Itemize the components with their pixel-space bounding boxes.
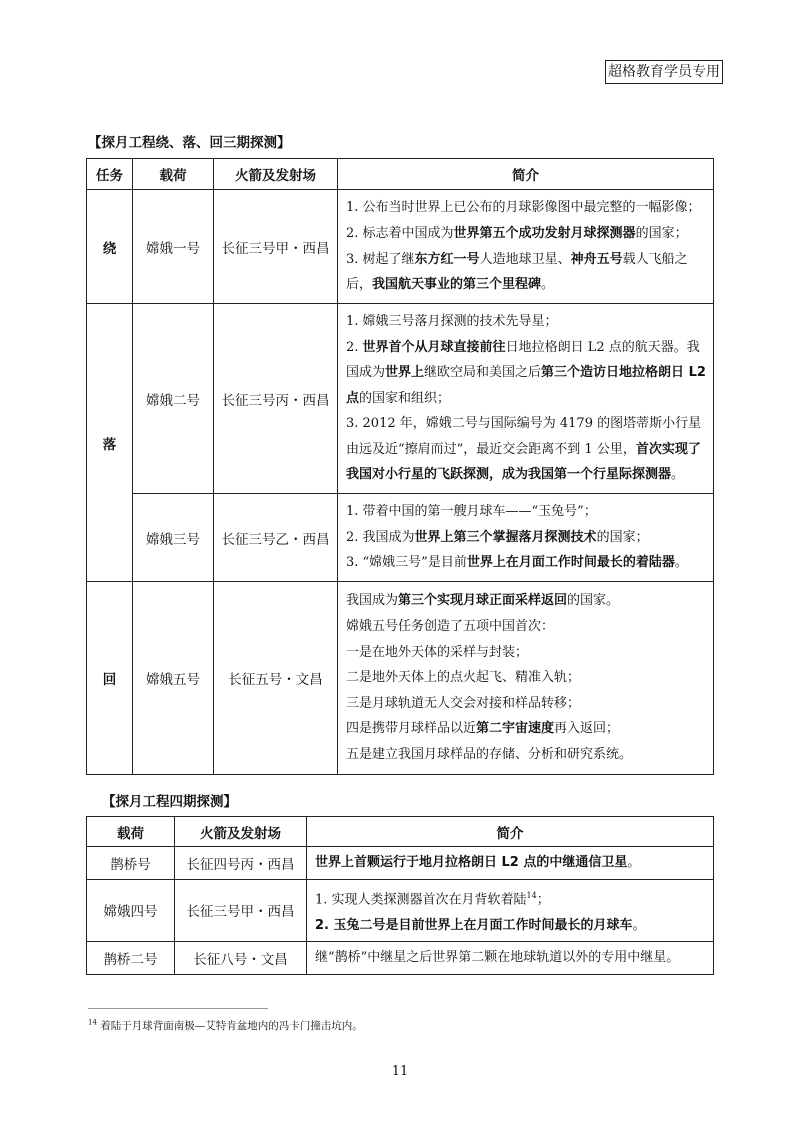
text: 3. 树起了继 <box>346 251 415 267</box>
intro-line <box>315 945 707 971</box>
intro-line <box>346 525 707 551</box>
bold-text: 第三个实现月球正面采样返回 <box>398 593 568 609</box>
text: 2. <box>346 339 363 355</box>
page-number: 11 <box>391 1064 409 1079</box>
col-header-rocket: 火箭及发射场 <box>214 159 338 190</box>
text: 2. 标志着中国成为 <box>346 225 454 241</box>
footnote <box>88 1018 363 1033</box>
text: 继“鹊桥”中继星之后世界第二颗在地球轨道以外的专用中继星。 <box>315 950 680 966</box>
table-row <box>87 304 714 494</box>
bold-text: 世界首个从月球直接前往 <box>362 339 506 355</box>
header-tag: 超格教育学员专用 <box>605 60 723 84</box>
payload-cell: 鹊桥二号 <box>87 942 175 975</box>
bold-text: 第三个造访日地拉格朗日 L2 点 <box>346 365 706 406</box>
text: 嫦娥五号任务创造了五项中国首次： <box>346 619 555 635</box>
intro-cell <box>338 494 714 582</box>
intro-line <box>346 247 707 298</box>
intro-cell <box>307 879 714 942</box>
bold-text: 世界第五个成功发射月球探测器 <box>453 225 636 241</box>
text: 1. 带着中国的第一艘月球车——“玉兔号”； <box>346 504 597 520</box>
text: 日地拉格朗日 L2 点的航天器。我国成为 <box>346 339 700 381</box>
text: 1. 实现人类探测器首次在月背软着陆 <box>315 891 527 907</box>
text: ； <box>536 891 550 907</box>
section1-title: 【探月工程绕、落、回三期探测】 <box>88 135 291 151</box>
task-cell: 绕 <box>87 190 133 304</box>
intro-line <box>346 335 707 412</box>
intro-line <box>346 309 707 335</box>
rocket-cell: 长征三号甲・西昌 <box>175 879 307 942</box>
intro-line <box>346 221 707 247</box>
col-header-intro: 简介 <box>338 159 714 190</box>
rocket-cell: 长征四号丙・西昌 <box>175 847 307 880</box>
text: 二是地外天体上的点火起飞、精准入轨； <box>346 670 581 686</box>
text: 我国成为 <box>346 593 399 609</box>
bold-text: 世界上在月面工作时间最长的着陆器 <box>466 555 675 571</box>
bold-text: 世界上 <box>385 365 425 381</box>
intro-line <box>346 665 707 691</box>
payload-cell: 嫦娥二号 <box>133 304 214 494</box>
rocket-cell: 长征三号乙・西昌 <box>214 494 338 582</box>
table-row <box>87 879 714 942</box>
text: 3. 2012 年，嫦娥二号与国际编号为 4179 的图塔蒂斯小行星由远及近“擦肩而过”，最近交会距离不到 1 公里， <box>346 416 702 457</box>
bold-text: 东方红一号 <box>414 251 480 267</box>
text: 的国家和组织； <box>359 390 451 406</box>
text: 1. 嫦娥三号落月探测的技术先导星； <box>346 313 558 329</box>
text: 载人飞船之后， <box>346 251 688 293</box>
task-cell: 回 <box>87 582 133 775</box>
intro-line <box>346 716 707 742</box>
text: 再入返回； <box>554 721 620 737</box>
intro-cell <box>338 582 714 775</box>
text: 继欧空局和美国之后 <box>424 365 542 381</box>
text: 2. 我国成为 <box>346 529 415 545</box>
table-row <box>87 190 714 304</box>
table-phase-four <box>86 816 714 975</box>
intro-line <box>346 195 707 221</box>
text: 1. 公布当时世界上已公布的月球影像图中最完整的一幅影像； <box>346 200 701 216</box>
text: 一是在地外天体的采样与封装； <box>346 644 529 660</box>
table-row <box>87 494 714 582</box>
footnote-text: 着陆于月球背面南极—艾特肯盆地内的冯卡门撞击坑内。 <box>100 1020 363 1032</box>
table-row <box>87 847 714 880</box>
table-row <box>87 942 714 975</box>
col-header-task: 任务 <box>87 159 133 190</box>
payload-cell: 嫦娥四号 <box>87 879 175 942</box>
table-three-phase <box>86 158 714 775</box>
text: 。 <box>671 467 685 483</box>
intro-cell <box>338 304 714 494</box>
text: 三是月球轨道无人交会对接和样品转移； <box>346 695 581 711</box>
table-row <box>87 582 714 775</box>
intro-cell <box>307 942 714 975</box>
footnote-ref: 14 <box>526 890 537 900</box>
table1-header-row <box>87 159 714 190</box>
task-cell: 落 <box>87 304 133 582</box>
text: 四是携带月球样品以近 <box>346 721 477 737</box>
intro-line <box>346 588 707 614</box>
col-header-intro: 简介 <box>307 817 714 847</box>
intro-line <box>346 550 707 576</box>
intro-line <box>315 850 707 876</box>
bold-text: 2. 玉兔二号是目前世界上在月面工作时间最长的月球车 <box>315 917 633 933</box>
bold-text: 首次实现了我国对小行星的飞跃探测，成为我国第一个行星际探测器 <box>346 441 701 483</box>
text: 。 <box>541 277 555 293</box>
text: 的国家； <box>596 529 649 545</box>
intro-line <box>315 913 707 939</box>
footnote-number: 14 <box>88 1018 97 1027</box>
text: 人造地球卫星、 <box>479 251 571 267</box>
rocket-cell: 长征三号丙・西昌 <box>214 304 338 494</box>
table2-header-row <box>87 817 714 847</box>
intro-line <box>346 499 707 525</box>
bold-text: 神舟五号 <box>570 251 623 267</box>
text: 。 <box>674 555 688 571</box>
bold-text: 世界上第三个掌握落月探测技术 <box>414 529 597 545</box>
payload-cell: 嫦娥一号 <box>133 190 214 304</box>
rocket-cell: 长征八号・文昌 <box>175 942 307 975</box>
col-header-rocket: 火箭及发射场 <box>175 817 307 847</box>
payload-cell: 嫦娥三号 <box>133 494 214 582</box>
intro-line <box>346 614 707 640</box>
payload-cell: 嫦娥五号 <box>133 582 214 775</box>
rocket-cell: 长征三号甲・西昌 <box>214 190 338 304</box>
col-header-payload: 载荷 <box>133 159 214 190</box>
bold-text: 第二宇宙速度 <box>476 721 555 737</box>
text: 五是建立我国月球样品的存储、分析和研究系统。 <box>346 746 633 762</box>
footnote-divider <box>88 1008 268 1009</box>
bold-text: 我国航天事业的第三个里程碑 <box>372 277 542 293</box>
section2-title: 【探月工程四期探测】 <box>102 794 237 810</box>
intro-line <box>346 691 707 717</box>
intro-line <box>315 883 707 913</box>
intro-cell <box>338 190 714 304</box>
text: 的国家； <box>635 225 688 241</box>
intro-line <box>346 640 707 666</box>
payload-cell: 鹊桥号 <box>87 847 175 880</box>
bold-text: 世界上首颗运行于地月拉格朗日 L2 点的中继通信卫星 <box>315 855 628 870</box>
text: 。 <box>627 855 641 870</box>
text: 。 <box>632 917 646 933</box>
text: 的国家。 <box>567 593 620 609</box>
col-header-payload: 载荷 <box>87 817 175 847</box>
intro-line <box>346 411 707 488</box>
intro-cell <box>307 847 714 880</box>
text: 3. “嫦娥三号”是目前 <box>346 555 467 571</box>
rocket-cell: 长征五号・文昌 <box>214 582 338 775</box>
intro-line <box>346 742 707 768</box>
